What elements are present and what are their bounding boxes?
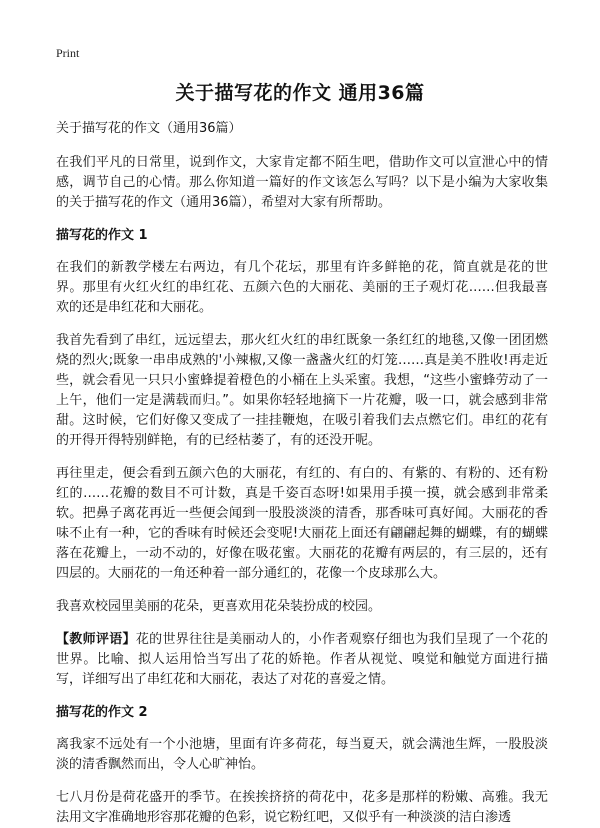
section1-paragraph-3: 再往里走，便会看到五颜六色的大丽花，有红的、有白的、有紫的、有粉的、还有粉红的……花瓣的数目不可计数，真是千姿百态呀!如果用手摸一摸，就会感到非常柔软。把鼻子离花再近一些便会闻到一股股淡淡的清香，那香味可真好闻。大丽花的香味不止有一种，它的香味有时候还会变呢!大丽花上面还有翩翩起舞的蝴蝶，有的蝴蝶落在花瓣上，一动不动的，好像在吸花蜜。大丽花的花瓣有两层的，有三层的，还有四层的。大丽花的一角还种着一部分通红的，花像一个皮球那么大。 xyxy=(56,466,548,581)
section-heading-2: 描写花的作文 2 xyxy=(56,705,148,720)
section2-paragraph-1: 离我家不远处有一个小池塘，里面有许多荷花，每当夏天，就会满池生辉，一股股淡淡的清香飘然而出，令人心旷神怡。 xyxy=(56,737,548,772)
section-heading-1: 描写花的作文 1 xyxy=(56,228,148,243)
section1-paragraph-2: 我首先看到了串红，远远望去，那火红火红的串红既象一条红红的地毯,又像一团团燃烧的烈火;既象一串串成熟的'小辣椒,又像一盏盏火红的灯笼……真是美不胜收!再走近些，就会看见一只只小蜜蜂提着橙色的小桶在上头采蜜。我想，“这些小蜜蜂劳动了一上午，他们一定是满载而归。”。如果你轻轻地摘下一片花瓣，吸一口，就会感到非常甜。这时候，它们好像又变成了一挂挂鞭炮，在吸引着我们去点燃它们。串红的花有的开得开得特别鲜艳，有的已经枯萎了，有的还没开呢。 xyxy=(56,333,548,448)
print-label: Print xyxy=(56,46,80,60)
section2-paragraph-2: 七八月份是荷花盛开的季节。在挨挨挤挤的荷花中，花多是那样的粉嫩、高雅。我无法用文字准确地形容那花瓣的色彩，说它粉红吧，又似乎有一种淡淡的洁白渗透 xyxy=(56,790,548,825)
intro-paragraph: 在我们平凡的日常里，说到作文，大家肯定都不陌生吧，借助作文可以宣泄心中的情感，调节自己的心情。那么你知道一篇好的作文该怎么写吗？以下是小编为大家收集的关于描写花的作文（通用36篇），希望对大家有所帮助。 xyxy=(56,155,548,210)
section1-paragraph-1: 在我们的新教学楼左右两边，有几个花坛，那里有许多鲜艳的花，简直就是花的世界。那里有火红火红的串红花、五颜六色的大丽花、美丽的王子观灯花……但我最喜欢的还是串红花和大丽花。 xyxy=(56,260,548,315)
teacher-comment-text: 花的世界往往是美丽动人的，小作者观察仔细也为我们呈现了一个花的世界。比喻、拟人运用恰当写出了花的娇艳。作者从视觉、嗅觉和触觉方面进行描写，详细写出了串红花和大丽花，表达了对花的喜爱之情。 xyxy=(56,632,548,687)
document-title: 关于描写花的作文 通用36篇 xyxy=(175,82,425,104)
section1-paragraph-4: 我喜欢校园里美丽的花朵，更喜欢用花朵装扮成的校园。 xyxy=(56,599,382,614)
teacher-comment xyxy=(56,630,548,690)
document-body xyxy=(56,119,548,828)
teacher-comment-tag: 【教师评语】 xyxy=(56,632,136,647)
document-subtitle: 关于描写花的作文（通用36篇） xyxy=(56,121,242,136)
